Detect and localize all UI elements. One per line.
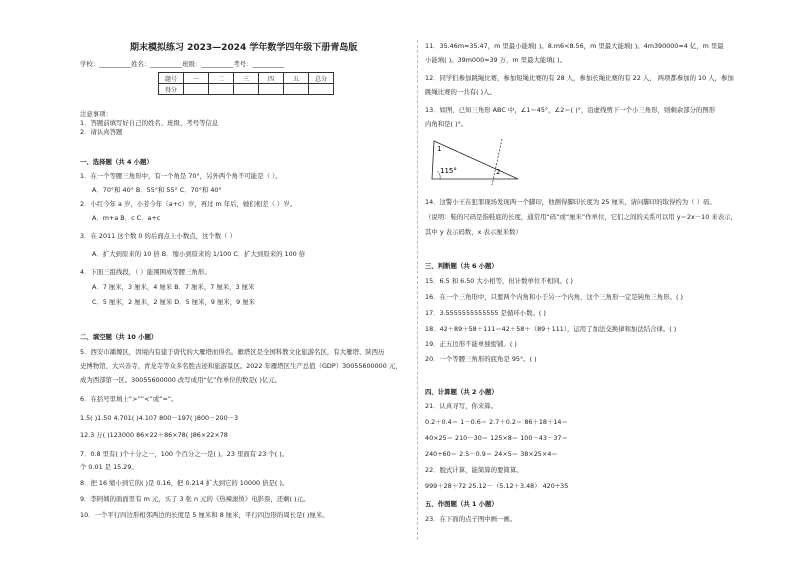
- question-text: 4．下面三组线段，（ ）能围围成等腰三角形。: [80, 268, 211, 276]
- question-text: 12.3 万( )123000 86×22＋86×78( )86×22×78: [80, 431, 228, 439]
- score-cell: 得分: [159, 84, 184, 95]
- question-text: 跳绳比赛的一共有( )人。: [425, 88, 496, 96]
- angle-115-label: 115°: [440, 167, 457, 175]
- question-text: （说明：鞋的尺码是指鞋底的长度，通常用“码”或“厘米”作单位，它们之间的关系可以用 y＝2x－10 来表示，: [425, 213, 737, 221]
- score-cell: 题号: [159, 73, 184, 84]
- student-info-line: 学校：__________姓名：__________班级：__________考号：__________: [80, 60, 285, 68]
- question-text: 内角和是( )°。: [425, 120, 468, 128]
- question-text: 19．正五边形不能单独密铺。( ): [425, 340, 517, 348]
- question-text: 12．同学们参加跳绳比赛，参加短绳比赛的有 28 人，参加长绳比赛的有 22 人， 两项都参加的 10 人，参加: [425, 74, 734, 82]
- question-text: 13．如图，已知三角形 ABC 中，∠1＝45°，∠2＝( )°，沿虚线剪下一个小三角形，则剩余部分的图形: [425, 106, 716, 114]
- question-text: 15．6.5 和 6.50 大小相等，但计数单位不相同。( ): [425, 277, 573, 285]
- angle-1-label: 1: [437, 145, 442, 153]
- score-cell: [284, 84, 309, 95]
- score-cell: 四: [259, 73, 284, 84]
- section-heading: 二、填空题（共 10 小题）: [80, 333, 158, 341]
- section-heading: 五、作图题（共 1 小题）: [425, 500, 498, 508]
- question-text: 14．这警小王在犯罪现场发现两一个脚印，他测得脚印长度为 25 厘米，请问脚印的取得约为（ ）码。: [425, 198, 716, 206]
- score-cell: [209, 84, 234, 95]
- question-text: 3．在 2011 这个数 0 的后面点上小数点，这个数（ ）: [80, 232, 236, 240]
- question-text: 其中 y 表示码数，x 表示厘米数）: [425, 228, 522, 236]
- calc-row: 240÷60＝ 2.5－0.9＝ 24×5＝ 38×25×4＝: [425, 450, 558, 458]
- score-cell: 一: [184, 73, 209, 84]
- question-text: 23．在下面的点子图中画一画。: [425, 515, 517, 523]
- question-text: 16．在一个三角形中，只要两个内角和小于另一个内角，这个三角形一定是钝角三角形。( ): [425, 293, 683, 301]
- column-divider: [417, 40, 418, 540]
- question-text: 18．42＋89＋58＋111＝42＋58＋（89＋111），运用了加法交换律和加法结合律。( ): [425, 325, 677, 333]
- score-cell: 二: [209, 73, 234, 84]
- section-heading: 四、计算题（共 2 小题）: [425, 388, 498, 396]
- question-text: 1.5( )1.50 4.701( )4.107 800－197( )800－200－3: [80, 414, 239, 422]
- question-options: A．70°和 40° B．55°和 55° C．70°和 40°: [92, 186, 222, 194]
- score-table: [158, 72, 334, 95]
- question-options: A．扩大到原来的 10 倍 B．缩小到原来的 1/100 C．扩大到原来的 100 倍: [92, 250, 306, 258]
- question-options: A．7 厘米，3 厘米，4 厘米 B．7 厘米，7 厘米，3 厘米: [92, 283, 255, 291]
- section-heading: 三、判断题（共 6 小题）: [425, 262, 498, 270]
- question-options: C．5 厘米，2 厘米，2 厘米 D．5 厘米，9 厘米，9 厘米: [92, 298, 256, 306]
- question-text: 21．认真寻写，你来算。: [425, 402, 498, 410]
- calc-row: 999＋28＋72 25.12－（5.12＋3.48） 420÷35: [425, 482, 569, 490]
- question-text: 7．0.8 里有( )个十分之一，100 个百分之一是( )。23 里面有 23 个( )。: [80, 450, 289, 458]
- question-text: 9．李阿姨的面面里有 m 元，买了 3 张 n 元的《热辣滚烫》电影票，还剩( )元。: [80, 495, 310, 503]
- notice-heading: 注意事项：: [80, 110, 112, 118]
- question-text: 10．一个平行四边形相邻两边的长度是 5 厘米和 8 厘米，平行四边形的周长是( )厘米。: [80, 511, 329, 519]
- calc-row: 40×25＝ 210－30＝ 125×8＝ 100－43－37＝: [425, 434, 568, 442]
- question-text: 成为西部第一区。30055600000 改写成用“亿”作单位的数是( )亿元。: [80, 376, 281, 384]
- question-text: 11．35.46m≈35.47，m 里最小能填( )。8.m6<8.56，m 里最大能填( )。4m390000≈4 亿，m 里最: [425, 42, 724, 50]
- question-text: 20．一个等腰三角形的底角是 95°。( ): [425, 355, 537, 363]
- notice-item: 2．请认真答题: [80, 128, 123, 136]
- score-cell: [309, 84, 334, 95]
- score-table-score-row: [159, 84, 334, 95]
- question-text: 6．在括号里填上“>”“<”或“=”。: [80, 395, 178, 403]
- section-heading: 一、选择题（共 4 小题）: [80, 158, 153, 166]
- score-cell: 五: [284, 73, 309, 84]
- angle-2-label: 2: [496, 168, 501, 176]
- score-cell: 总分: [309, 73, 334, 84]
- question-text: 史博物馆、大兴善寺、青龙寺等众多名胜古迹和旅游景区。2022 年雁塔区生产总值（GDP）30055600000 元，: [80, 362, 402, 370]
- triangle-figure: [428, 137, 538, 187]
- question-text: 22．脱式计算，能简算的要简算。: [425, 466, 523, 474]
- question-text: 5．西安市灞塬区，因境内有建于唐代的大雁塔而得名。雁塔区是全国科教文化旅游名区，有大雁塔、陕西历: [80, 348, 385, 356]
- question-text: 小能填( )。39m000≈39 万，m 里最大能填( )。: [425, 56, 567, 64]
- page-title: 期末模拟练习 2023—2024 学年数学四年级下册青岛版: [130, 43, 358, 53]
- question-text: 17．3.5555555555555 是循环小数。( ): [425, 309, 546, 317]
- score-cell: [184, 84, 209, 95]
- question-text: 1．在一个等腰三角形中，有一个角是 70°，另外两个角不可能是（ ）。: [80, 172, 282, 180]
- notice-item: 1．答题前填写好自己的姓名、班级、考号等信息: [80, 119, 219, 127]
- score-table-header-row: [159, 73, 334, 84]
- question-options: A．m+a B．c C．a+c: [92, 214, 161, 222]
- calc-row: 0.2＋0.4＝ 1－0.6＝ 2.7＋0.2＝ 86＋18＋14＝: [425, 418, 568, 426]
- question-text: 个 0.01 是 15.29。: [80, 463, 138, 471]
- score-cell: 三: [234, 73, 259, 84]
- score-cell: [259, 84, 284, 95]
- question-text: 8．把 16 缩小到它的( )是 0.16，把 0.214 扩大到它的 10000 倍是( )。: [80, 479, 289, 487]
- question-text: 2．小红今年 a 岁，小芳今年（a+c）岁，再过 m 年后，她们相差（ ）岁。: [80, 200, 297, 208]
- cut-dashed-line: [492, 139, 502, 185]
- score-cell: [234, 84, 259, 95]
